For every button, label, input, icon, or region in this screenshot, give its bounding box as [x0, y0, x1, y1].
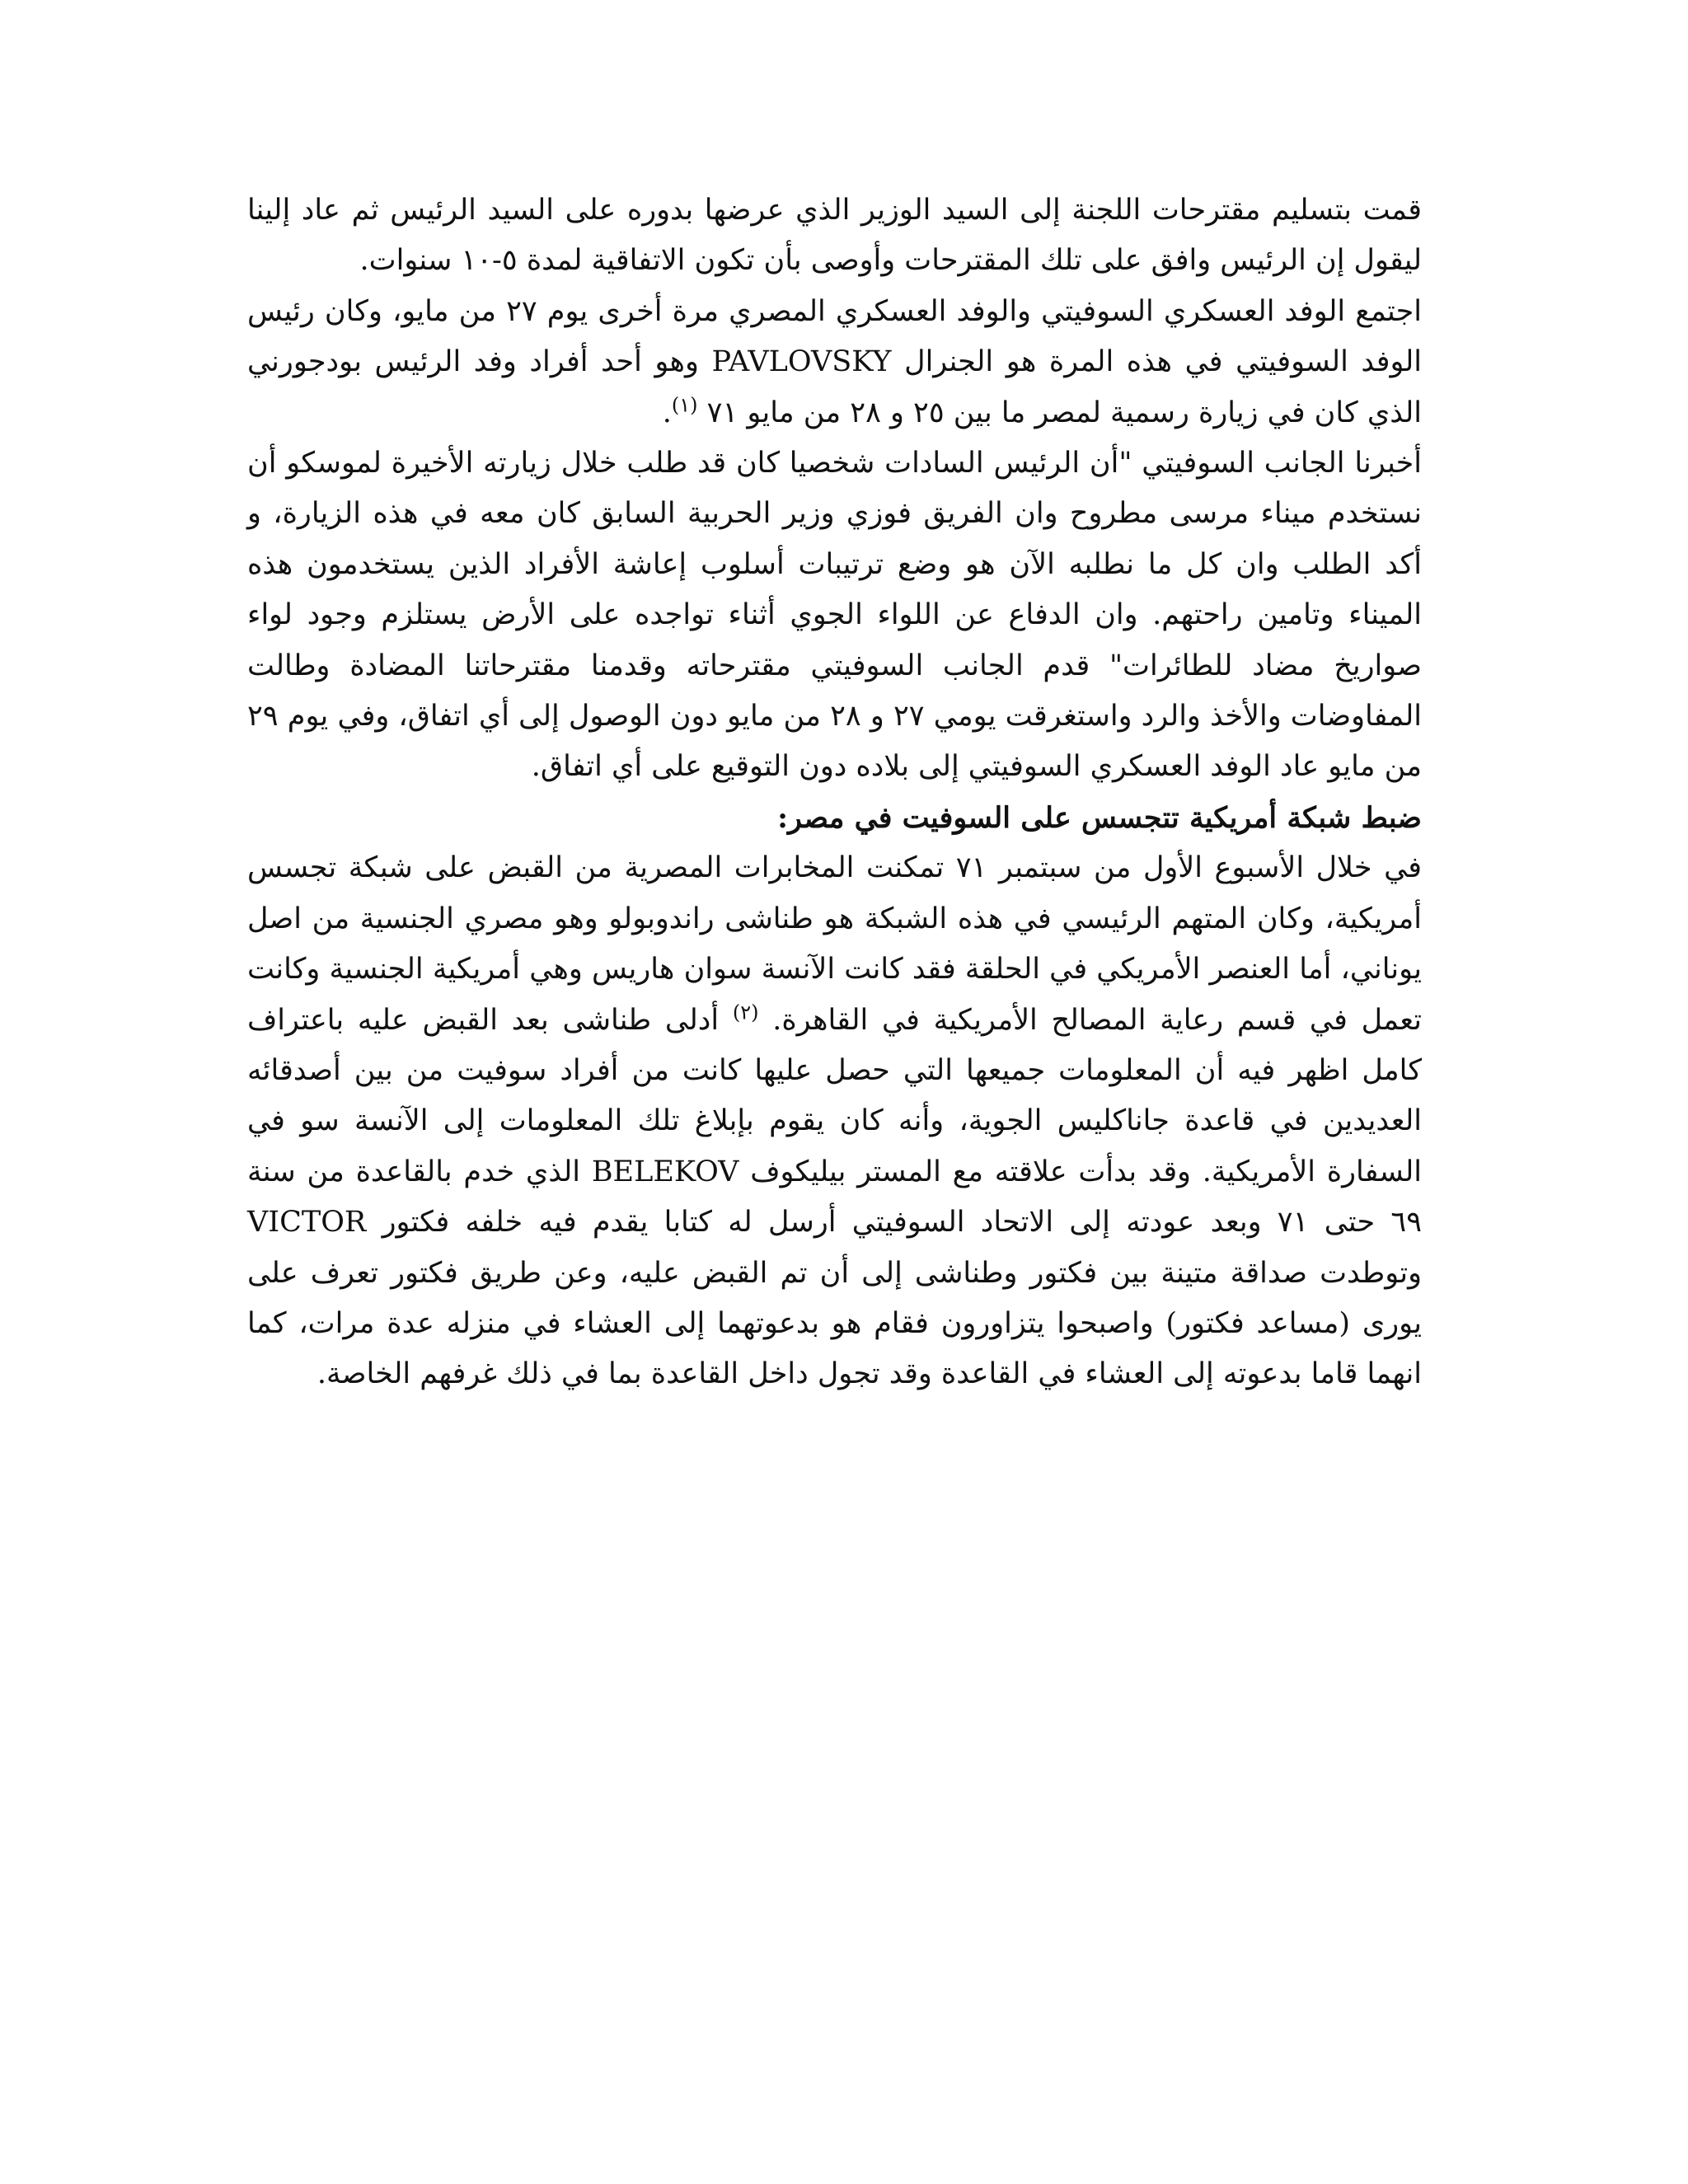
footnote-marker: (١): [671, 392, 698, 416]
section-heading: ضبط شبكة أمريكية تتجسس على السوفيت في مصر:: [777, 800, 1422, 835]
document-body: [247, 185, 1422, 1400]
paragraph-delegation-meeting: [247, 287, 1422, 438]
paragraph-spy-network: [247, 843, 1422, 1399]
paragraph-committee-proposals: [247, 185, 1422, 287]
paragraph-soviet-request: [247, 438, 1422, 793]
paragraph-text: اجتمع الوفد العسكري السوفيتي والوفد العسكري المصري مرة أخرى يوم ٢٧ من مايو، وكان رئيس الوفد السوفيتي في هذه المرة هو الجنرال PAVLOVSKY وهو أحد أفراد وفد الرئيس بودجورني الذي كان في زيارة رسمية لمصر ما بين ٢٥ و ٢٨ من مايو ٧١: [247, 294, 1422, 429]
paragraph-text: أخبرنا الجانب السوفيتي "أن الرئيس السادات شخصيا كان قد طلب خلال زيارته الأخيرة لموسكو أن نستخدم ميناء مرسى مطروح وان الفريق فوزي وزير الحربية السابق كان معه في هذه الزيارة، و أكد الطلب وان كل ما نطلبه الآن هو وضع ترتيبات أسلوب إعاشة الأفراد الذين يستخدمون هذه الميناء وتامين راحتهم. وان الدفاع عن اللواء الجوي أثناء تواجده على الأرض يستلزم وجود لواء صواريخ مضاد للطائرات" قدم الجانب السوفيتي مقترحاته وقدمنا مقترحاتنا المضادة وطالت المفاوضات والأخذ والرد واستغرقت يومي ٢٧ و ٢٨ من مايو دون الوصول إلى أي اتفاق، وفي يوم ٢٩ من مايو عاد الوفد العسكري السوفيتي إلى بلاده دون التوقيع على أي اتفاق.: [247, 447, 1422, 784]
paragraph-text: في خلال الأسبوع الأول من سبتمبر ٧١ تمكنت المخابرات المصرية من القبض على شبكة تجسس أمريكية، وكان المتهم الرئيسي في هذه الشبكة هو طناشى راندوبولو وهو مصري الجنسية من اصل يوناني، أما العنصر الأمريكي في الحلقة فقد كانت الآنسة سوان هاريس وهي أمريكية الجنسية وكانت تعمل في قسم رعاية المصالح الأمريكية في القاهرة.: [247, 851, 1422, 1037]
paragraph-text: قمت بتسليم مقترحات اللجنة إلى السيد الوزير الذي عرضها بدوره على السيد الرئيس ثم عاد إلينا ليقول إن الرئيس وافق على تلك المقترحات وأوصى بأن تكون الاتفاقية لمدة ٥-١٠ سنوات.: [247, 194, 1422, 278]
footnote-marker: (٢): [732, 1000, 759, 1024]
paragraph-end-punctuation: .: [662, 396, 672, 429]
paragraph-text-continued: أدلى طناشى بعد القبض عليه باعتراف كامل اظهر فيه أن المعلومات جميعها التي حصل عليها كانت من أفراد سوفيت من بين أصدقائه العديدين في قاعدة جاناكليس الجوية، وأنه كان يقوم بإبلاغ تلك المعلومات إلى الآنسة سو في السفارة الأمريكية. وقد بدأت علاقته مع المستر بيليكوف BELEKOV الذي خدم بالقاعدة من سنة ٦٩ حتى ٧١ وبعد عودته إلى الاتحاد السوفيتي أرسل له كتابا يقدم فيه خلفه فكتور VICTOR وتوطدت صداقة متينة بين فكتور وطناشى إلى أن تم القبض عليه، وعن طريق فكتور تعرف على يورى (مساعد فكتور) واصبحوا يتزاورون فقام هو بدعوتهما إلى العشاء في منزله عدة مرات، كما انهما قاما بدعوته إلى العشاء في القاعدة وقد تجول داخل القاعدة بما في ذلك غرفهم الخاصة.: [247, 1003, 1422, 1391]
